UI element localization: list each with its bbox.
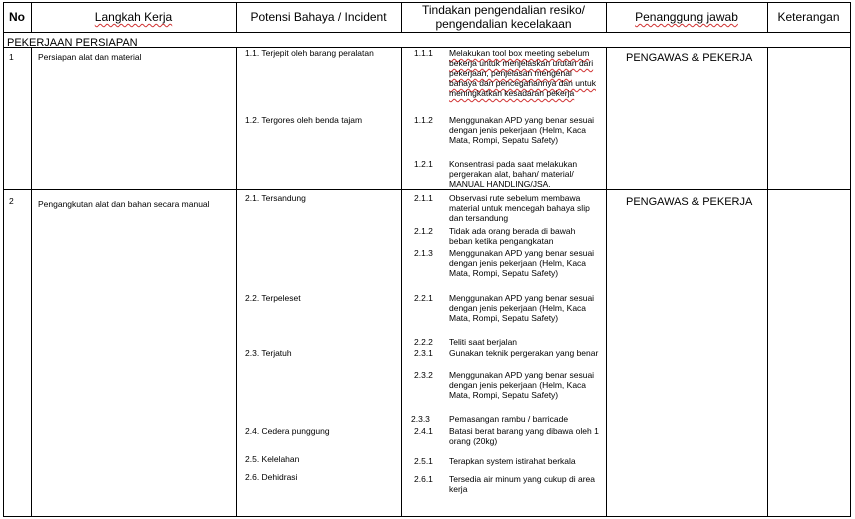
col-border-left	[3, 2, 4, 517]
row2-control-text-2: Tidak ada orang berada di bawah beban ketika pengangkatan	[449, 226, 576, 246]
row2-control-num-10: 2.5.1	[414, 456, 433, 466]
row2-control-num-5: 2.2.2	[414, 337, 433, 347]
row2-control-text-6: Gunakan teknik pergerakan yang benar	[449, 348, 599, 358]
row2-langkah: Pengangkutan alat dan bahan secara manual	[38, 199, 210, 209]
section-title: PEKERJAAN PERSIAPAN	[7, 37, 138, 49]
row2-control-num-3: 2.1.3	[414, 248, 433, 258]
row1-langkah: Persiapan alat dan material	[38, 52, 142, 62]
col-divider-potensi	[401, 47, 402, 517]
row2-control-text-8: Pemasangan rambu / barricade	[449, 414, 569, 424]
row2-control-text-9: Batasi berat barang yang dibawa oleh 1 orang (20kg)	[449, 426, 599, 446]
header-tindakan-line2: pengendalian kecelakaan	[435, 17, 572, 31]
row2-hazard-2: 2.2. Terpeleset	[245, 293, 301, 303]
row2-control-num-7: 2.3.2	[414, 370, 433, 380]
col-divider-tindakan	[606, 47, 607, 517]
row2-control-num-2: 2.1.2	[414, 226, 433, 236]
row2-hazard-6: 2.6. Dehidrasi	[245, 472, 298, 482]
row1-control-text-1: Melakukan tool box meeting sebelum bekerja untuk menjelaskan urutan dari pekerjaan, penjelasan mengenai bahaya dan pencegahannya dan untuk meningkatkan kesadaran pekerja	[449, 48, 596, 98]
row2-control-num-11: 2.6.1	[414, 474, 433, 484]
row1-hazard-1: 1.1. Terjepit oleh barang peralatan	[245, 48, 374, 58]
row2-control-text-4: Menggunakan APD yang benar sesuai dengan jenis pekerjaan (Helm, Kaca Mata, Rompi, Sepatu Safety)	[449, 293, 595, 323]
header-penanggung: Penanggung jawab	[635, 10, 738, 24]
col-divider-langkah	[236, 47, 237, 517]
row2-control-text-11: Tersedia air minum yang cukup di area kerja	[449, 474, 595, 494]
row2-control-num-1: 2.1.1	[414, 193, 433, 203]
header-tindakan	[401, 3, 606, 31]
row1-control-num-2: 1.1.2	[414, 115, 433, 125]
row1-no: 1	[9, 52, 14, 62]
row2-hazard-1: 2.1. Tersandung	[245, 193, 306, 203]
row2-no: 2	[9, 196, 14, 206]
row2-control-text-1: Observasi rute sebelum membawa material untuk mencegah bahaya slip dan tersandung	[449, 193, 590, 223]
row1-responsible: PENGAWAS & PEKERJA	[626, 52, 753, 64]
header-langkah: Langkah Kerja	[94, 10, 173, 24]
row1-control-num-1: 1.1.1	[414, 48, 433, 58]
col-divider-penanggung	[767, 47, 768, 517]
row2-hazard-4: 2.4. Cedera punggung	[245, 426, 330, 436]
col-divider-no	[31, 47, 32, 517]
row1-control-text-3: Konsentrasi pada saat melakukan pergerakan alat, bahan/ material/ MANUAL HANDLING/JSA.	[449, 159, 578, 189]
header-keterangan: Keterangan	[777, 10, 840, 24]
row2-responsible: PENGAWAS & PEKERJA	[626, 196, 753, 208]
header-tindakan-line1: Tindakan pengendalian resiko/	[421, 3, 585, 17]
row2-control-num-9: 2.4.1	[414, 426, 433, 436]
row1-control-num-3: 1.2.1	[414, 159, 433, 169]
row2-hazard-3: 2.3. Terjatuh	[245, 348, 292, 358]
row2-hazard-5: 2.5. Kelelahan	[245, 454, 300, 464]
row2-control-num-6: 2.3.1	[414, 348, 433, 358]
row-divider	[3, 189, 851, 190]
row2-control-num-8: 2.3.3	[411, 414, 430, 424]
header-no: No	[9, 10, 25, 24]
header-potensi: Potensi Bahaya / Incident	[250, 10, 387, 24]
row2-control-text-3: Menggunakan APD yang benar sesuai dengan jenis pekerjaan (Helm, Kaca Mata, Rompi, Sepatu Safety)	[449, 248, 595, 278]
row1-hazard-2: 1.2. Tergores oleh benda tajam	[245, 115, 363, 125]
row2-control-text-5: Teliti saat berjalan	[449, 337, 518, 347]
row2-control-num-4: 2.2.1	[414, 293, 433, 303]
row2-control-text-7: Menggunakan APD yang benar sesuai dengan jenis pekerjaan (Helm, Kaca Mata, Rompi, Sepatu Safety)	[449, 370, 595, 400]
row1-control-text-2: Menggunakan APD yang benar sesuai dengan jenis pekerjaan (Helm, Kaca Mata, Rompi, Sepatu Safety)	[449, 115, 595, 145]
row2-control-text-10: Terapkan system istirahat berkala	[449, 456, 576, 466]
col-border-right	[850, 2, 851, 517]
header-divider	[3, 32, 851, 33]
table-border-bottom	[3, 516, 851, 517]
